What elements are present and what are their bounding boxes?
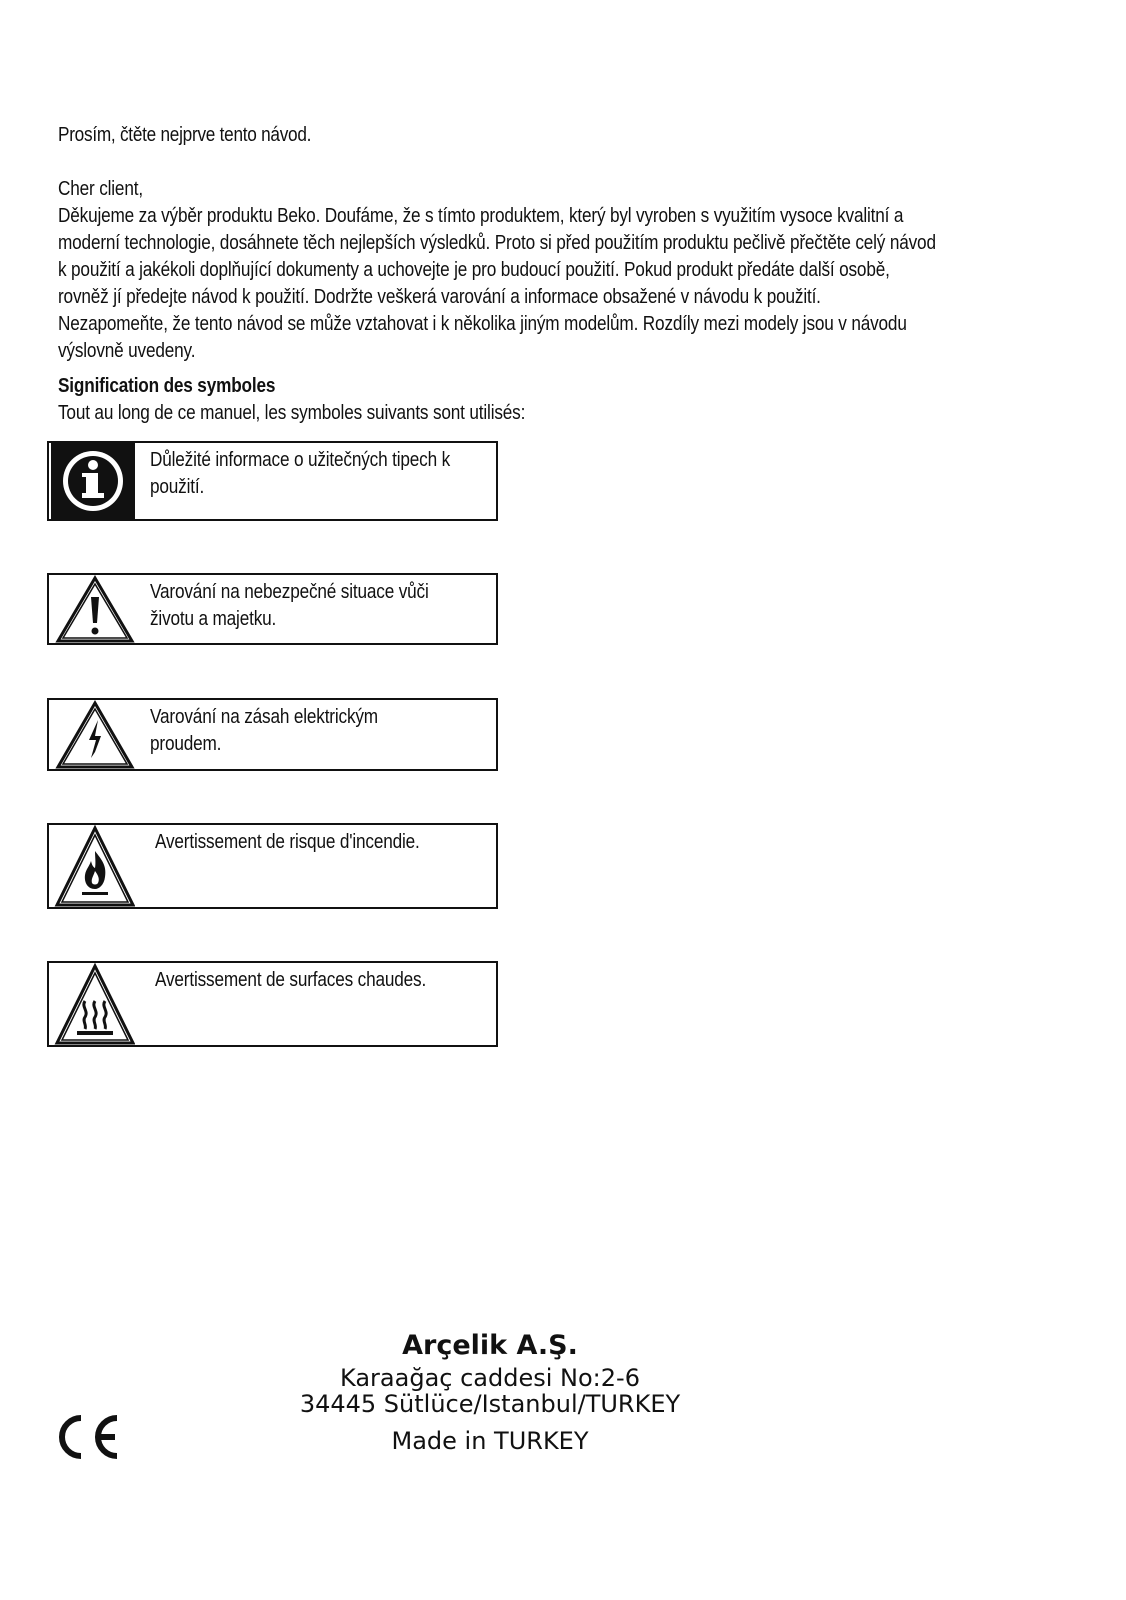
symbol-box-hot-surface [47,961,498,1047]
symbol-text: Avertissement de risque d'incendie. [155,831,420,853]
symbol-box-warning [47,573,498,645]
greeting: Cher client, [58,178,143,200]
hot-surface-icon [51,963,135,1045]
symbol-text: Varování na zásah elektrickým proudem. [150,706,378,755]
intro-line: rovněž jí předejte návod k použití. Dodržte veškerá varování a informace obsažené v návodu k použití. [58,286,821,308]
intro-line: k použití a jakékoli doplňující dokumenty a uchovejte je pro budoucí použití. Pokud produkt předáte další osobě, [58,259,890,281]
intro-line: Děkujeme za výběr produktu Beko. Doufáme, že s tímto produktem, který byl vyroben s využitím vysoce kvalitní a [58,205,904,227]
company-name: Arçelik A.Ş. [402,1330,578,1361]
info-icon [51,443,135,519]
fire-hazard-icon [51,825,135,907]
made-in: Made in TURKEY [391,1427,589,1455]
page-heading: Prosím, čtěte nejprve tento návod. [58,124,312,146]
symbols-title: Signification des symboles [58,375,276,397]
company-city: 34445 Sütlüce/Istanbul/TURKEY [299,1390,681,1418]
intro-line: výslovně uvedeny. [58,340,196,362]
intro-line: Nezapomeňte, že tento návod se může vztahovat i k několika jiným modelům. Rozdíly mezi modely jsou v návodu [58,313,907,335]
intro-line: moderní technologie, dosáhnete těch nejlepších výsledků. Proto si před použitím produktu pečlivě přečtěte celý návod [58,232,936,254]
symbols-intro: Tout au long de ce manuel, les symboles suivants sont utilisés: [58,402,526,424]
symbol-text: Varování na nebezpečné situace vůči životu a majetku. [150,581,429,630]
company-street: Karaağaç caddesi No:2-6 [340,1364,640,1392]
symbol-text: Důležité informace o užitečných tipech k použití. [150,449,451,498]
symbol-box-fire [47,823,498,909]
symbol-text: Avertissement de surfaces chaudes. [155,969,427,991]
electric-shock-icon [51,700,135,769]
symbol-box-electric [47,698,498,771]
ce-mark-icon [55,1414,123,1460]
warning-icon [51,575,135,643]
intro-text [58,176,1073,365]
symbol-box-info [47,441,498,521]
